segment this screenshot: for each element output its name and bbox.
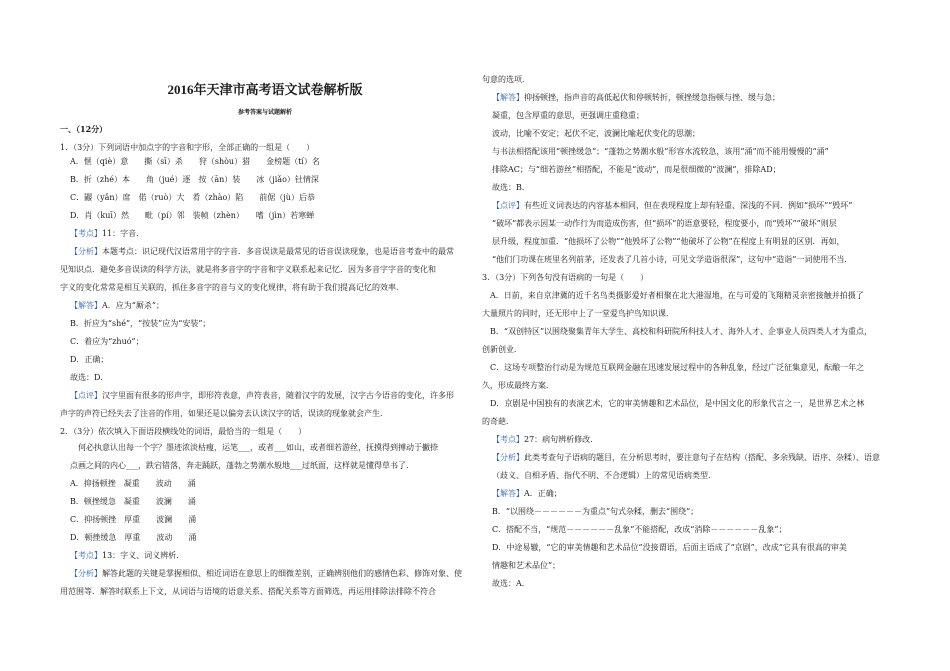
text-line: B．“以围绕－－－－－－为重点”句式杂糅，删去“围绕”； [492, 507, 699, 516]
text-line: 见知识点．避免多音误读的科学方法，就是将多音字的字音和字义联系起来记忆．因为多音字字音的变化和 [60, 265, 436, 274]
option-b: B．折（zhé）本 角（jué）逐 按（ān）装 冰（jiǎo）钍情深 [70, 175, 319, 184]
dianping-text: 【点评】有些近义词表达的内容基本相同，但在表现程度上却有轻重、深浅的不同．例如“损坏”“毁坏” [492, 201, 853, 210]
text-line: “破坏”都表示因某一动作行为而造成伤害，但“损坏”的语意要轻，程度要小，而“毁坏”“破坏”则层 [492, 219, 837, 228]
kaodian-label: 【考点】27：病句辨析修改． [492, 435, 599, 444]
text-line: 凝重，包含厚重的意思，更强调庄重稳重； [492, 111, 644, 120]
question-3: 3．（3分）下列各句没有语病的一句是（ ） [482, 273, 649, 282]
fenxi-text: 【分析】解答此题的关键是掌握相似、相近词语在意思上的细微差别，正确辨别他们的感情色彩、修饰对象、使 [70, 569, 462, 578]
option-d: D．肖（kuī）然 毗（pí）邻 装帧（zhèn） 嗜（jìn）若寒蝉 [70, 211, 315, 220]
label-tag: 【考点】 [70, 551, 102, 560]
label-tag: 【解答】 [492, 489, 524, 498]
option-d: D．顿挫缓急 厚重 波动 涌 [70, 533, 197, 542]
text-line: 波动，比喻不安定；起伏不定，波澜比喻起伏变化的思潮； [492, 129, 700, 138]
kaodian-label: 【考点】13：字义、词义辨析． [70, 551, 185, 560]
text-line: 用范围等．解答时联系上下文，从词语与语境的语意关系、搭配关系等方面筛选，再运用排除法排除不符合 [60, 587, 436, 596]
label-tag: 【点评】 [70, 391, 102, 400]
text-line: 句意的选项． [482, 75, 530, 84]
text-line: 排除AC；与“细若游丝”相搭配，不能是“波动”，而是很细微的“波澜”，排除AD； [492, 165, 781, 174]
label-tag: 【分析】 [492, 453, 524, 462]
text-line: 情趣和艺术品位”； [492, 561, 561, 570]
text-line: 与书法相搭配该用“顿挫缓急”；“蓬勃之势潮水般”形容水流较急，该用“涌”而不能用慢慢的“涌” [492, 147, 829, 156]
option-a: A．抑扬顿挫 凝重 波动 涌 [70, 479, 196, 488]
option-b: B．顿挫缓急 凝重 波澜 涌 [70, 497, 196, 506]
option-d: D．京剧是中国独有的表演艺术，它的审美情趣和艺术品位，是中国文化的形象代言之一，是世界艺术之林 [482, 399, 865, 408]
text-line: 久，形成最终方案． [482, 381, 554, 390]
text-line: B．折应为“shé”，“按装”应为“安装”； [70, 319, 211, 328]
text-line: C．着应为“zhuó”； [70, 337, 144, 346]
label-tag: 【分析】 [70, 247, 102, 256]
option-a: A．日前，来自京津冀的近千名鸟类摄影爱好者相聚在北大港湿地，在与可爱的飞翔精灵亲密接触并拍摄了 [482, 291, 864, 300]
answer-line: 故选：D． [70, 373, 109, 382]
text-line: 的奇葩． [482, 417, 514, 426]
option-c: C．这场专项整治行动是为规范互联网金融在迅速发展过程中的各种乱象，经过广泛征集意见，酝酿一年之 [482, 363, 865, 372]
text-line: D．中途易辙，“它的审美情趣和艺术品位”没接谓语，后面主语成了“京剧”，改成“它具有很高的审美 [492, 543, 847, 552]
label-tag: 【考点】 [70, 229, 102, 238]
answer-line: 故选：B． [492, 183, 530, 192]
jieda-text: 【解答】抑扬顿挫，指声音的高低起伏和停顿转折，顿挫缓急指顿与挫、缓与急； [492, 93, 780, 102]
page-subtitle: 参考答案与试题解析 [237, 109, 292, 116]
dianping-text: 【点评】汉字里面有很多的形声字，即形符表意，声符表音，随着汉字的发展，汉字古今语音的变化，许多形 [70, 391, 454, 400]
option-c: C．鼹（yǎn）席 偌（ruò）大 肴（zhào）陷 前倨（jù）后恭 [70, 193, 315, 202]
label-tag: 【考点】 [492, 435, 524, 444]
text-line: 大量照片的同时，还无形中上了一堂爱鸟护鸟知识课． [482, 309, 674, 318]
text-line: 声字的声符已经失去了注音的作用，如果还是以偏旁去认读汉字的话，误读的现象就会产生． [60, 409, 388, 418]
jieda-text: 【解答】A．正确； [492, 489, 562, 498]
text-line: C．搭配不当，“规范－－－－－－乱象”不能搭配，改成“消除－－－－－－乱象”； [492, 525, 787, 534]
question-2: 2．（3分）依次填入下面语段横线处的词语，最恰当的一组是（ ） [60, 427, 307, 436]
text-line: 层升级，程度加重．“他损坏了公物”“他毁坏了公物”“他破坏了公物”在程度上有明显的区别．再如， [492, 237, 845, 246]
label-tag: 【分析】 [70, 569, 102, 578]
passage-line: 何必执意认出每一个字？墨迹浓淡枯瘦，运笔___，或者___如山，或者细若游丝，抚摸得到搏动于撇捺 [70, 443, 438, 452]
page-title: 2016年天津市高考语文试卷解析版 [167, 82, 363, 97]
text-line: 创新创业． [482, 345, 522, 354]
answer-line: 故选：A． [492, 579, 530, 588]
section-heading: 一、（12分） [60, 124, 108, 134]
text-line: D．正确； [70, 355, 109, 364]
passage-line: 点画之间的内心___，跌宕错落，奔走踊跃，蓬勃之势潮水般地___过纸面，这样就是懂得草书了． [70, 461, 414, 470]
question-1: 1．（3分）下列词语中加点字的字音和字形，全部正确的一组是（ ） [60, 143, 315, 152]
option-c: C．抑扬顿挫 厚重 波澜 涌 [70, 515, 197, 524]
kaodian-label: 【考点】11：字音． [70, 229, 145, 238]
fenxi-text: 【分析】本题考点：识记现代汉语常用字的字音．多音误读是最常见的语音误读现象，也是语音考查中的最常 [70, 247, 454, 256]
text-line: “他们门功课在班里名列前茅，还发表了几首小诗，可见文学造诣很深”，这句中“造诣”一词使用不当． [492, 255, 853, 264]
label-tag: 【点评】 [492, 201, 524, 210]
label-tag: 【解答】 [492, 93, 524, 102]
label-tag: 【解答】 [70, 301, 102, 310]
jieda-text: 【解答】A．应为“厮杀”； [70, 301, 164, 310]
option-a: A．惬（qiè）意 撕（sī）杀 狩（shòu）猎 金榜题（tí）名 [70, 157, 320, 166]
text-line: （歧义、自相矛盾、指代不明、不合逻辑）上的常见语病类型． [492, 471, 716, 480]
option-b: B．“双创特区”以围绕聚集青年大学生、高校和科研院所科技人才、海外人才、企事业人员四类人才为重点， [482, 327, 873, 336]
fenxi-text: 【分析】此类考查句子语病的题目，在分析思考时，要注意句子在结构（搭配、多余残缺、语序、杂糅）、语意 [492, 453, 880, 462]
text-line: 字义的变化常常是相互关联的，抓住多音字的音与义的变化规律，将有助于我们提高记忆的效率． [60, 283, 404, 292]
